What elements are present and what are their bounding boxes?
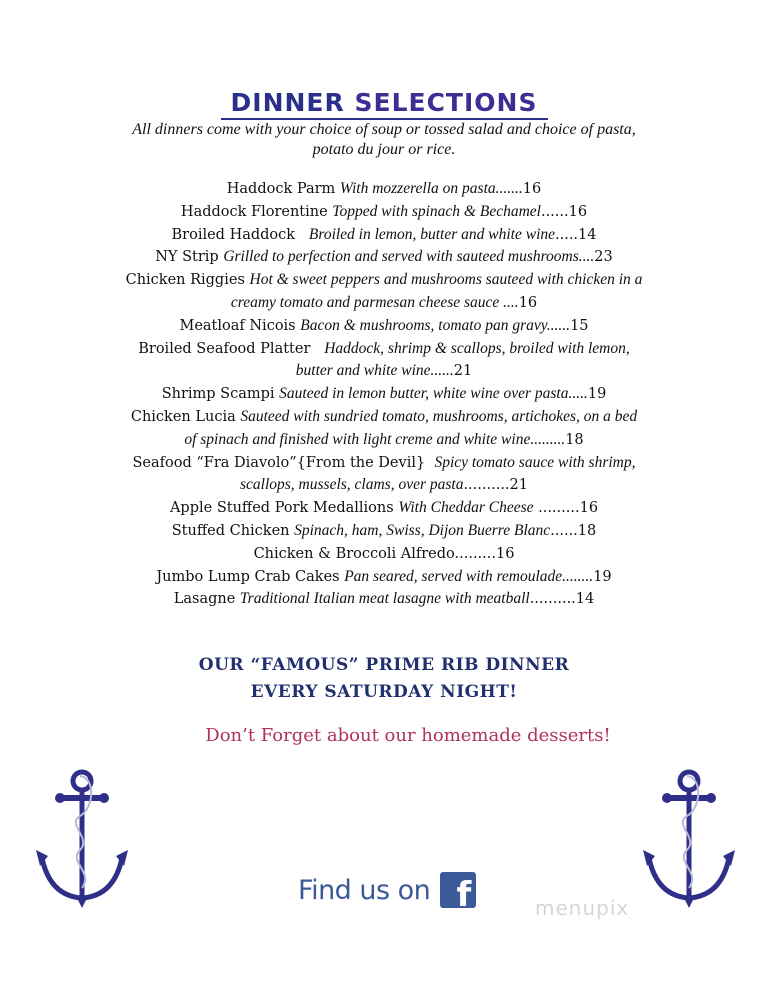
menu-item: [60, 315, 708, 338]
item-desc: Sauteed in lemon butter, white wine over pasta.....: [279, 385, 588, 403]
title-word-selections: SELECTIONS: [354, 88, 538, 117]
menu-item: [60, 269, 708, 315]
intro-text: [100, 120, 668, 160]
item-desc: Broiled in lemon, butter and white wine: [308, 225, 555, 243]
item-price: 15: [570, 317, 589, 334]
menu-item: [60, 588, 708, 611]
menu-item: [60, 201, 708, 224]
item-name: Haddock Florentine: [180, 203, 328, 220]
item-desc: Spicy tomato sauce with shrimp,: [434, 453, 636, 471]
menupix-watermark: menupix: [535, 896, 630, 920]
item-name: Broiled Haddock: [171, 226, 296, 243]
menu-item: [60, 452, 708, 498]
item-desc: Bacon & mushrooms, tomato pan gravy......: [300, 316, 571, 334]
item-name: Shrimp Scampi: [161, 386, 275, 403]
item-desc: With mozzerella on pasta.......: [339, 180, 523, 197]
menu-title: [0, 88, 768, 117]
item-desc: Spinach, ham, Swiss, Dijon Buerre Blanc: [294, 521, 551, 539]
item-price: .....14: [555, 226, 597, 243]
anchor-icon-left: [36, 768, 128, 913]
item-price: 21: [453, 363, 473, 380]
menu-item: [60, 338, 708, 384]
item-price: 16: [518, 294, 538, 311]
menu-item: [60, 246, 708, 269]
promo-line-1: OUR “FAMOUS” PRIME RIB DINNER: [198, 655, 570, 675]
item-name: Chicken & Broccoli Alfredo.........16: [253, 545, 515, 562]
item-desc: Pan seared, served with remoulade........: [344, 567, 594, 585]
item-desc: Traditional Italian meat lasagne with meatball: [239, 590, 530, 608]
menu-item: [60, 406, 708, 452]
item-name: Haddock Parm: [226, 181, 336, 197]
item-name: Stuffed Chicken: [171, 522, 290, 539]
item-name: Broiled Seafood Platter: [138, 340, 311, 357]
item-name: Apple Stuffed Pork Medallions: [169, 500, 394, 517]
item-price: ......16: [540, 203, 588, 220]
item-desc-cont: scallops, mussels, clams, over pasta: [240, 476, 464, 494]
find-us-facebook[interactable]: [298, 868, 476, 915]
item-desc-cont: butter and white wine......: [295, 362, 454, 380]
item-price: 23: [594, 249, 613, 266]
intro-line-1: All dinners come with your choice of soup or tossed salad and choice of pasta,: [132, 121, 636, 138]
find-us-text: Find us on: [298, 874, 431, 906]
item-desc: Hot & sweet peppers and mushrooms sauteed with chicken in a: [249, 271, 643, 289]
menu-item: [60, 566, 708, 589]
anchor-icon-right: [643, 768, 735, 913]
item-desc: Haddock, shrimp & scallops, broiled with lemon,: [324, 339, 630, 357]
menu-item: [60, 224, 708, 247]
item-name: Meatloaf Nicois: [179, 317, 296, 334]
item-desc-cont: creamy tomato and parmesan cheese sauce ....: [230, 293, 519, 311]
item-desc: Grilled to perfection and served with sauteed mushrooms....: [223, 248, 595, 266]
desserts-note: Don’t Forget about our homemade desserts!: [205, 725, 611, 746]
item-name: Lasagne: [173, 591, 236, 608]
item-desc: Sauteed with sundried tomato, mushrooms, artichokes, on a bed: [240, 407, 638, 425]
menu-item: [60, 383, 708, 406]
item-price: ......18: [550, 522, 597, 539]
item-name: Chicken Lucia: [130, 408, 236, 425]
facebook-glyph: f: [456, 875, 472, 915]
menu-item: [60, 497, 708, 520]
item-name: Chicken Riggies: [125, 272, 245, 289]
item-desc: With Cheddar Cheese: [398, 499, 534, 517]
item-price: 18: [565, 431, 584, 448]
item-price: 19: [593, 568, 612, 585]
item-name: NY Strip: [155, 249, 219, 266]
item-desc: Topped with spinach & Bechamel: [332, 202, 541, 220]
prime-rib-promo: [0, 652, 768, 706]
item-desc-cont: of spinach and finished with light creme and white wine.........: [184, 430, 566, 448]
menu-list: [60, 178, 708, 611]
title-word-dinner: DINNER: [230, 88, 345, 117]
facebook-icon[interactable]: [440, 872, 476, 915]
item-name: Seafood “Fra Diavolo”{From the Devil}: [132, 454, 426, 471]
item-price: 19: [587, 386, 607, 403]
item-price: ..........14: [529, 591, 595, 608]
menu-item: [60, 543, 708, 566]
item-price: ..........21: [463, 477, 528, 494]
promo-line-2: EVERY SATURDAY NIGHT!: [250, 682, 518, 702]
item-price: .........16: [538, 500, 599, 517]
menu-item: [60, 520, 708, 543]
menu-item: [60, 178, 708, 201]
item-name: Jumbo Lump Crab Cakes: [156, 568, 340, 585]
item-price: 16: [522, 181, 542, 197]
intro-line-2: potato du jour or rice.: [312, 141, 456, 158]
